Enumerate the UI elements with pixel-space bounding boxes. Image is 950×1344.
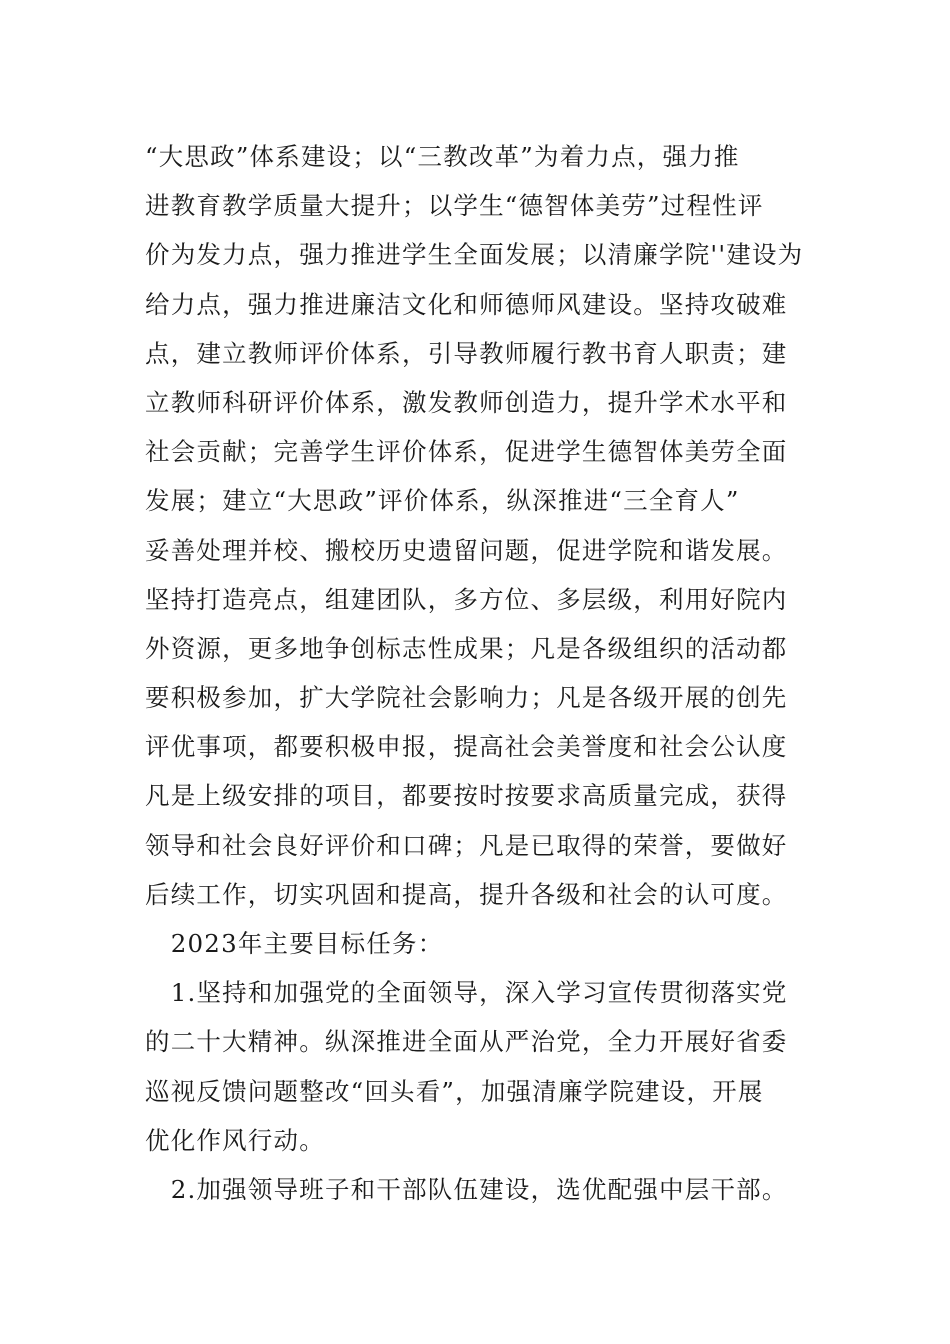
list-item: 2.加强领导班子和干部队伍建设，选优配强中层干部。 (145, 1174, 788, 1204)
text-line: 优化作风行动。 (145, 1125, 325, 1155)
text-line: 的二十大精神。纵深推进全面从严治党，全力开展好省委 (145, 1027, 788, 1057)
text-line: 要积极参加，扩大学院社会影响力；凡是各级开展的创先 (145, 683, 788, 713)
text-line: 进教育教学质量大提升；以学生“德智体美劳”过程性评 (145, 191, 764, 221)
text-line: 价为发力点，强力推进学生全面发展；以清廉学院''建设为 (145, 240, 804, 270)
text-line: 后续工作，切实巩固和提高，提升各级和社会的认可度。 (145, 879, 788, 909)
text-line: “大思政”体系建设；以“三教改革”为着力点，强力推 (145, 142, 740, 171)
text-line: 外资源，更多地争创标志性成果；凡是各级组织的活动都 (145, 633, 788, 663)
text-line: 坚持打造亮点，组建团队，多方位、多层级，利用好院内 (145, 584, 788, 614)
text-line: 点，建立教师评价体系，引导教师履行教书育人职责；建 (145, 338, 788, 368)
text-line: 社会贡献；完善学生评价体系，促进学生德智体美劳全面 (145, 437, 788, 467)
list-item: 1.坚持和加强党的全面领导，深入学习宣传贯彻落实党 (145, 978, 788, 1008)
text-line: 凡是上级安排的项目，都要按时按要求高质量完成，获得 (145, 781, 788, 811)
text-line: 发展；建立“大思政”评价体系，纵深推进“三全育人” (145, 486, 740, 516)
section-heading: 2023年主要目标任务： (145, 929, 444, 958)
text-line: 领导和社会良好评价和口碑；凡是已取得的荣誉，要做好 (145, 830, 788, 860)
text-line: 给力点，强力推进廉洁文化和师德师风建设。坚持攻破难 (145, 289, 788, 319)
body-text (145, 132, 825, 1214)
text-line: 立教师科研评价体系，激发教师创造力，提升学术水平和 (145, 387, 788, 417)
text-line: 妥善处理并校、搬校历史遗留问题，促进学院和谐发展。 (145, 535, 788, 565)
text-line: 评优事项，都要积极申报，提高社会美誉度和社会公认度 (145, 732, 788, 762)
text-line: 巡视反馈问题整改“回头看”，加强清廉学院建设，开展 (145, 1076, 764, 1106)
